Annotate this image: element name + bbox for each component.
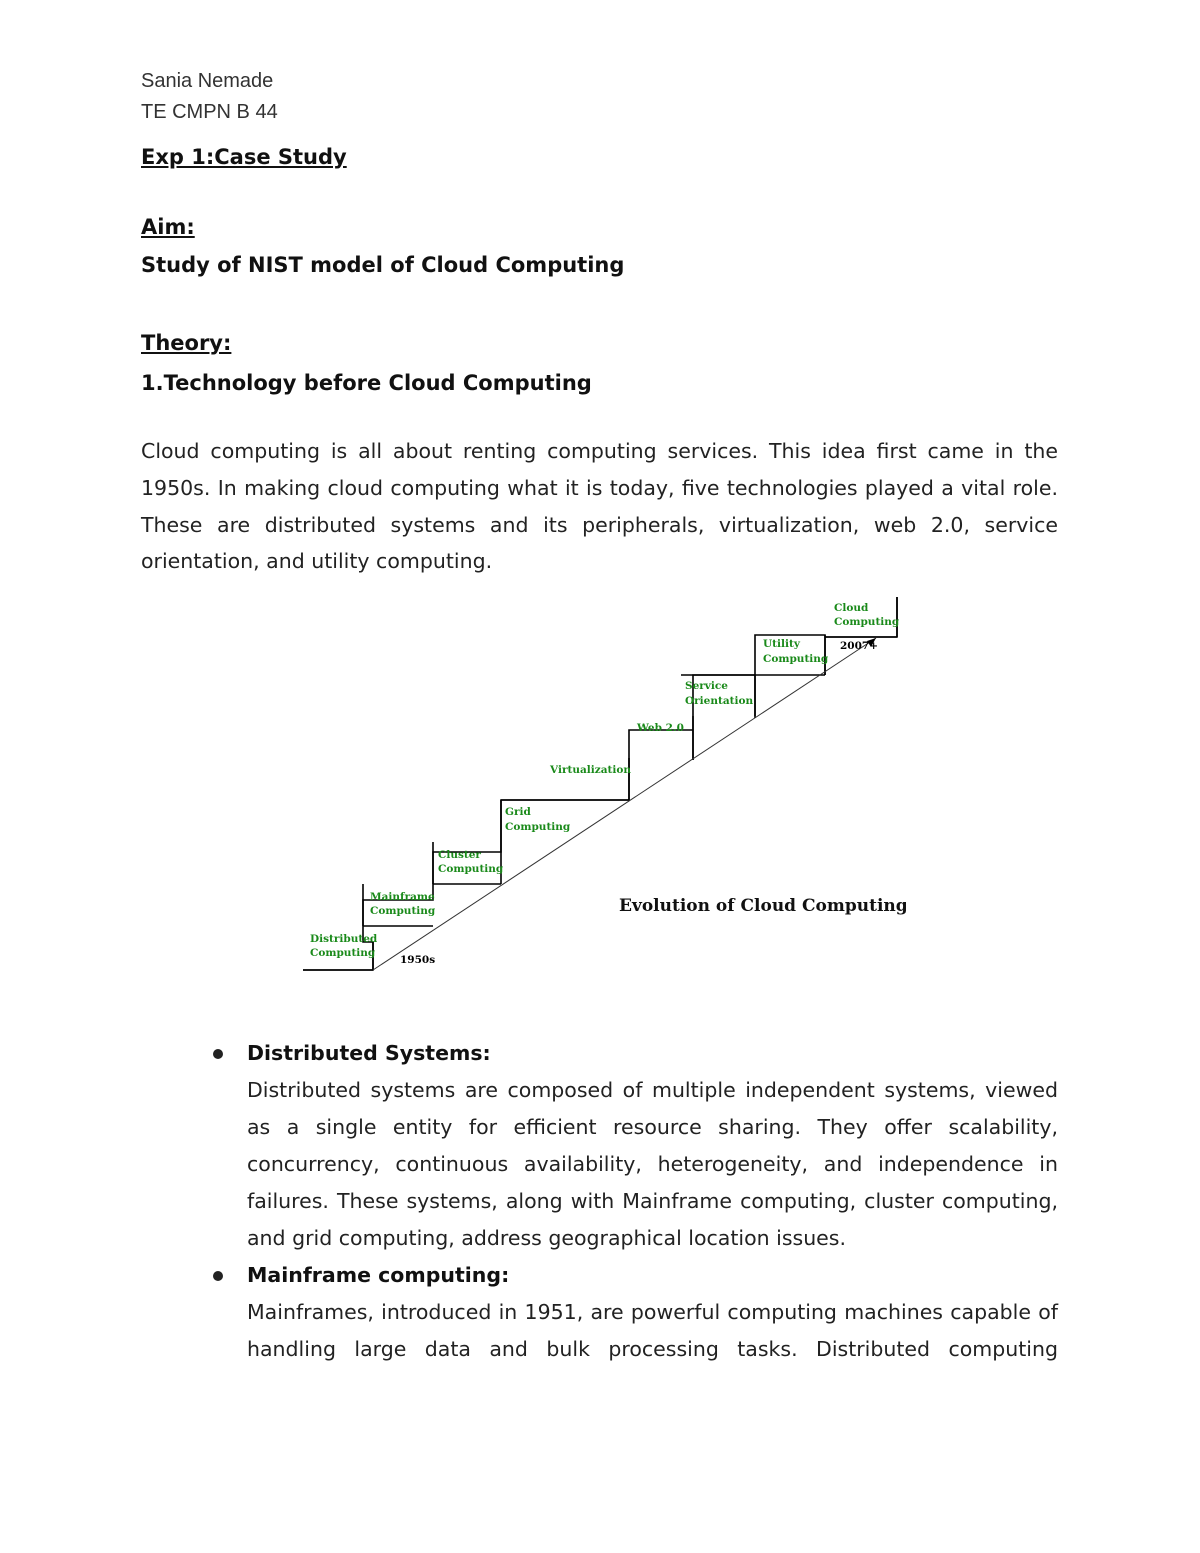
- timeline-line: [373, 638, 879, 970]
- class-info: TE CMPN B 44: [141, 101, 278, 123]
- bullet-title-mainframe: Mainframe computing:: [247, 1263, 510, 1287]
- evolution-figure: [296, 590, 906, 980]
- step-label: Computing: [438, 863, 504, 875]
- aim-heading: Aim:: [141, 215, 195, 239]
- start-year-label: 1950s: [400, 954, 436, 966]
- step-label: Computing: [834, 616, 900, 628]
- staircase-diagram: [296, 590, 906, 980]
- step-label: Utility: [763, 638, 800, 650]
- section-title: 1.Technology before Cloud Computing: [141, 371, 592, 395]
- step-label: Web 2.0: [637, 722, 684, 734]
- step-label: Virtualization: [550, 764, 631, 776]
- document-title: Exp 1:Case Study: [141, 145, 347, 169]
- aim-text: Study of NIST model of Cloud Computing: [141, 253, 625, 277]
- step-label: Orientation: [685, 695, 754, 707]
- step-label: Cluster: [438, 849, 481, 861]
- step-label: Computing: [370, 905, 436, 917]
- step-label: Cloud: [834, 602, 869, 614]
- step-label: Computing: [763, 653, 829, 665]
- intro-paragraph: Cloud computing is all about renting computing services. This idea first came in the 1950s. In making cloud computing what it is today, five technologies played a vital role. These are distributed systems and its peripherals, virtualization, web 2.0, service orientation, and utility computing.: [141, 439, 1058, 574]
- step-label: Mainframe: [370, 891, 435, 903]
- end-year-label: 2007+: [840, 640, 879, 652]
- bullet-icon: [213, 1049, 223, 1059]
- author-name: Sania Nemade: [141, 70, 274, 92]
- step-label: Service: [685, 680, 728, 692]
- bullet-text-distributed: Distributed systems are composed of multiple independent systems, viewed as a single entity for efficient resource sharing. They offer scalability, concurrency, continuous availability, heterogeneity, and independence in failures. These systems, along with Mainframe computing, cluster computing, and grid computing, address geographical location issues.: [247, 1078, 1058, 1250]
- bullet-text-mainframe: Mainframes, introduced in 1951, are powerful computing machines capable of handling large data and bulk processing tasks. Distributed computing: [247, 1300, 1058, 1361]
- step-label: Grid: [505, 806, 531, 818]
- theory-heading: Theory:: [141, 331, 232, 355]
- step-label: Distributed: [310, 933, 378, 945]
- step-label: Computing: [310, 947, 376, 959]
- step-label: Computing: [505, 821, 571, 833]
- figure-caption: Evolution of Cloud Computing: [619, 896, 906, 916]
- bullet-title-distributed: Distributed Systems:: [247, 1041, 491, 1065]
- bullet-icon: [213, 1271, 223, 1281]
